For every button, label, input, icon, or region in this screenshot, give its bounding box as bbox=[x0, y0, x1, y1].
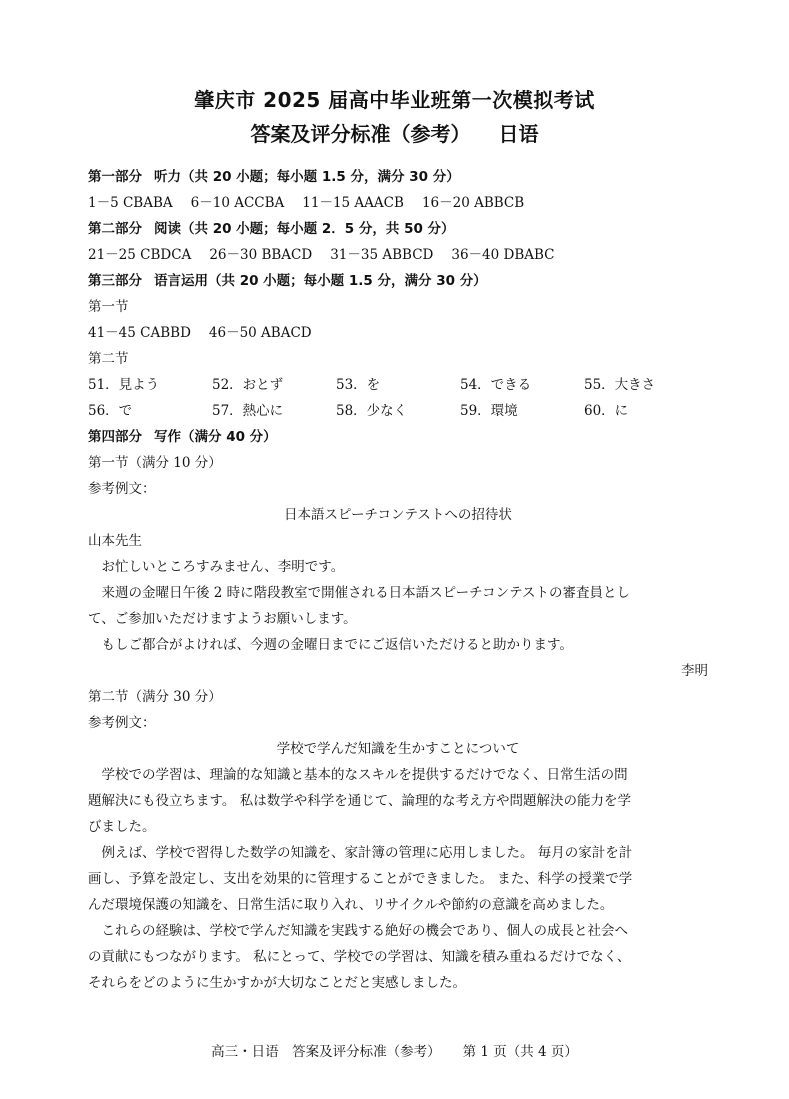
answer-group: 26－30 BBACD bbox=[209, 247, 313, 263]
part4-desc: 写作（满分 40 分） bbox=[154, 429, 277, 445]
part1-desc: 听力（共 20 小题；每小题 1.5 分，满分 30 分） bbox=[154, 169, 460, 185]
fill-in-answer: 59．環境 bbox=[460, 403, 518, 419]
fill-in-answer: 52．おとず bbox=[212, 377, 284, 393]
letter-salutation: 山本先生 bbox=[88, 533, 142, 549]
answer-key-title bbox=[0, 118, 789, 147]
answer-group: 16－20 ABBCB bbox=[421, 195, 525, 211]
fill-in-answer: 60．に bbox=[584, 403, 629, 419]
part4-label: 第四部分 bbox=[88, 429, 142, 445]
essay-line: 例えば、学校で習得した数学の知識を、家計簿の管理に応用しました。 毎月の家計を計 bbox=[88, 845, 633, 861]
exam-title: 肇庆市 2025 届高中毕业班第一次模拟考试 bbox=[194, 88, 595, 112]
answer-group: 46－50 ABACD bbox=[208, 325, 312, 341]
answer-content bbox=[88, 164, 708, 996]
part1-heading bbox=[88, 164, 708, 190]
part3-desc: 语言运用（共 20 小题；每小题 1.5 分，满分 30 分） bbox=[154, 273, 487, 289]
part2-heading bbox=[88, 216, 708, 242]
part2-label: 第二部分 bbox=[88, 221, 142, 237]
letter-line: もしご都合がよければ、今週の金曜日までにご返信いただけると助かります。 bbox=[88, 637, 573, 653]
example-label: 参考例文： bbox=[88, 481, 156, 497]
essay-line: これらの経験は、学校で学んだ知識を実践する絶好の機会であり、個人の成長と社会へ bbox=[88, 923, 628, 939]
essay-line: んだ環境保護の知識を、日常生活に取り入れ、リサイクルや節約の意識を高めました。 bbox=[88, 897, 614, 913]
part2-answers bbox=[88, 242, 708, 268]
fill-in-answer: 57．熱心に bbox=[212, 403, 284, 419]
footer-doc-label: 高三・日语 答案及评分标准（参考） bbox=[211, 1044, 441, 1060]
part3-section1-label: 第一节 bbox=[88, 299, 129, 315]
fill-in-answer: 51．見よう bbox=[88, 377, 160, 393]
answer-key-label: 答案及评分标准（参考） bbox=[250, 122, 471, 146]
answer-group: 36－40 DBABC bbox=[451, 247, 555, 263]
letter-line: お忙しいところすみません、李明です。 bbox=[88, 559, 345, 575]
fill-in-answer: 58．少なく bbox=[336, 403, 408, 419]
letter-line: て、ご参加いただけますようお願いします。 bbox=[88, 611, 357, 627]
fill-in-answer: 54．できる bbox=[460, 377, 532, 393]
fill-in-row bbox=[88, 398, 708, 424]
essay-line: それらをどのように生かすかが大切なことだと実感しました。 bbox=[88, 975, 466, 991]
part2-desc: 阅读（共 20 小题；每小题 2．5 分，共 50 分） bbox=[154, 221, 455, 237]
example-label: 参考例文： bbox=[88, 715, 156, 731]
answer-group: 21－25 CBDCA bbox=[88, 247, 192, 263]
essay-line: 題解決にも役立ちます。 私は数学や科学を通じて、論理的な考え方や問題解決の能力を学 bbox=[88, 793, 631, 809]
fill-in-answer: 56．で bbox=[88, 403, 133, 419]
part3-label: 第三部分 bbox=[88, 273, 142, 289]
part3-section1-answers bbox=[88, 320, 708, 346]
answer-group: 11－15 AAACB bbox=[302, 195, 404, 211]
letter-signature: 李明 bbox=[681, 663, 708, 679]
page-number: 第 1 页（共 4 页） bbox=[462, 1044, 578, 1060]
letter-line: 来週の金曜日午後 2 時に階段教室で開催される日本語スピーチコンテストの審査員とし bbox=[88, 585, 631, 601]
part4-section1-label: 第一节（满分 10 分） bbox=[88, 455, 222, 471]
part1-answers bbox=[88, 190, 708, 216]
essay-title: 学校で学んだ知識を生かすことについて bbox=[276, 741, 520, 757]
fill-in-answer: 55．大きさ bbox=[584, 377, 656, 393]
part3-section2-label: 第二节 bbox=[88, 351, 129, 367]
answer-group: 1－5 CBABA bbox=[88, 195, 173, 211]
fill-in-answer: 53．を bbox=[336, 377, 381, 393]
essay-line: 学校での学習は、理論的な知識と基本的なスキルを提供するだけでなく、日常生活の問 bbox=[88, 767, 628, 783]
subject-label: 日语 bbox=[498, 122, 539, 146]
essay-line: びました。 bbox=[88, 819, 156, 835]
answer-group: 6－10 ACCBA bbox=[190, 195, 285, 211]
essay-line: の貢献にもつながります。 私にとって、学校での学習は、知識を積み重ねるだけでなく、 bbox=[88, 949, 631, 965]
part4-heading bbox=[88, 424, 708, 450]
fill-in-row bbox=[88, 372, 708, 398]
part1-label: 第一部分 bbox=[88, 169, 142, 185]
letter-title: 日本語スピーチコンテストへの招待状 bbox=[284, 507, 512, 523]
part4-section2-label: 第二节（满分 30 分） bbox=[88, 689, 222, 705]
answer-group: 31－35 ABBCD bbox=[330, 247, 434, 263]
essay-line: 画し、予算を設定し、支出を効果的に管理することができました。 また、科学の授業で学 bbox=[88, 871, 633, 887]
part3-heading bbox=[88, 268, 708, 294]
answer-group: 41－45 CABBD bbox=[88, 325, 191, 341]
page-footer bbox=[0, 1040, 789, 1060]
